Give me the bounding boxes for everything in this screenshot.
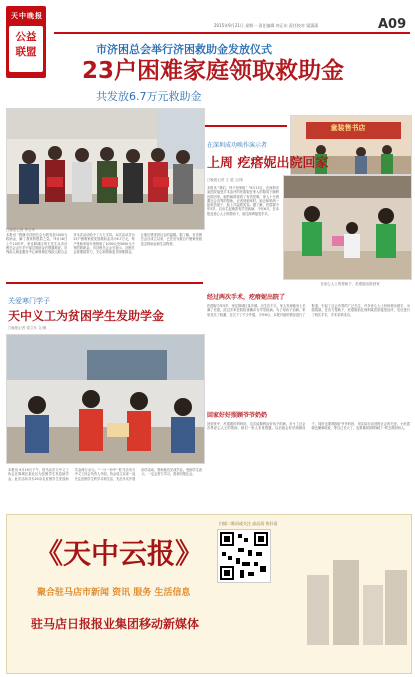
story-right-headline-b: 疙瘩妮出院回家 <box>237 156 329 171</box>
story-right-headline-a: 上周 <box>207 156 234 171</box>
lead-body: 本报讯 "感谢市济困总会为我发放1000元救助金，解了我家的燃眉之急。"9月18日上午10时许，家住驿城区的王先生从市济困总会会长手中接过救助金后感激地说。市残疾人就业服务中心和驿城区残疾人联合会对本次活动给予了大力支持。本次活动共为23户困难家庭发放救助金共计6.7万元，每户受助家庭分别领取了1000元至5000元不等的救助金。市济困总会会长表示，济困总会将继续努力，关心和帮助更多困难群众，让他们感受到社会的温暖。据了解，市济困总会自成立以来，已先后为数百户困难家庭送去救助金和生活物资。 <box>6 233 202 255</box>
lead-photo <box>6 108 205 230</box>
lead-byline: □晚报记者 李玉华 <box>6 228 35 232</box>
masthead-paper-name: 天中晚报 <box>11 12 43 20</box>
story-mid-subtitle: 经过两次手术，疙瘩妮出院了 <box>207 294 286 301</box>
header-rule <box>54 32 410 34</box>
promo-buildings-graphic <box>297 545 411 645</box>
story-right-rule <box>205 125 287 127</box>
photo-signboard: 童装售书店 <box>330 124 366 132</box>
story-gratitude-body: 回到家中，疙瘩妮的妈妈说，这次能顺利治好孩子的病，多亏了社会各界爱心人士的帮助，她们一家人非常感激。以后她会好好照顾孩子，同时也要照顾好爷爷奶奶，用实际行动回报社会的关爱。小疙瘩妮也懂事地说，等自己长大了，也要像叔叔阿姨们一样去帮助别人。 <box>207 422 410 431</box>
lead-headline: 23户困难家庭领取救助金 <box>82 58 345 84</box>
promo-bracket-left: 《 <box>35 537 64 570</box>
promo-title <box>35 537 203 571</box>
story-mid-body: 疙瘩妮今年5岁，家住驿城区某乡镇。出生后不久，家人发现她身上长满了疙瘩，经过多家医院检查确诊为罕见疾病。为了给孩子治病，家里花光了积蓄，还欠下了不少外债。今年6月，本报对她的情况进行了报道，引起了社会各界的广泛关注，许多爱心人士纷纷伸出援手，为她捐款。在各方帮助下，疙瘩妮前往深圳某医院接受治疗，先后进行了两次手术，手术非常成功。 <box>207 304 410 317</box>
story-right-headline <box>207 152 329 171</box>
story-gratitude-subtitle: 回家好好照顾爷爷奶奶 <box>207 412 268 419</box>
promo-bottom-line: 驻马店日报报业集团移动新媒体 <box>31 617 200 631</box>
promo-banner <box>6 514 412 674</box>
story-left-kicker: 关爱寒门学子 <box>8 297 50 305</box>
story-right-caption: 在爱心人士的帮助下，疙瘩妮出院回家 <box>320 282 380 286</box>
promo-bracket-right: 》 <box>175 537 204 570</box>
lead-subhead: 共发放6.7万元救助金 <box>96 90 202 103</box>
story-right-body: 本报讯 "我们，终于回家啦！"9月13日，在深圳市某医院接受手术治疗的疙瘩妮在家人的陪同下顺利出院回家。她的病情得到了有效控制，家人十分感激社会各界的帮助。记者到她家时，她正和妈妈一起收拾屋子，脸上洋溢着笑容。据了解，疙瘩妮今年5岁，自出生起就患有罕见疾病，今年6月，在本报及爱心人士的帮助下，前往深圳接受手术。 <box>207 186 279 216</box>
promo-top-note: 扫描二维码或关注 高品质 快好看 <box>219 521 278 526</box>
section-badge <box>9 26 43 72</box>
header-meta: 2015年9月21日 星期一 责任编辑 何正东 责任校对 梁潇潇 <box>214 23 319 28</box>
lead-kicker: 市济困总会举行济困救助金发放仪式 <box>96 43 272 56</box>
story-left-byline: □晚报记者 梁立东 文/图 <box>8 326 47 330</box>
promo-title-text: 天中云报 <box>63 537 176 570</box>
promo-qr-code[interactable] <box>217 529 271 583</box>
story-right-byline: □晚报记者 王 超 文/图 <box>207 178 243 182</box>
masthead-logo <box>6 6 46 78</box>
page-number: A09 <box>378 17 407 32</box>
section-name-top: 公益 <box>15 31 37 43</box>
promo-slogan: 聚合驻马店市新闻 资讯 服务 生活信息 <box>37 588 191 598</box>
section-name-bottom: 联盟 <box>15 46 37 58</box>
story-left-body: 本报讯 9月19日下午，驻马店市天中义工协会在驿城区某社区为贫困学生发放助学金。此次活动共为20余名贫困学生发放助学金两万余元。"一分一份中" 驻马店市天中义工协会负责人介绍，协会成立以来一直关注贫困学生的学习和生活，先后多次开展助学活动，帮助他们完成学业。受助学生表示，一定会努力学习，将来回报社会。 <box>8 468 202 481</box>
story-right-family-photo <box>283 175 412 280</box>
story-left-rule <box>6 282 203 284</box>
story-left-headline: 天中义工为贫困学生发助学金 <box>8 309 165 323</box>
story-right-kicker: 在深圳成功唤作演示者 <box>207 142 268 149</box>
story-left-photo <box>6 334 205 464</box>
